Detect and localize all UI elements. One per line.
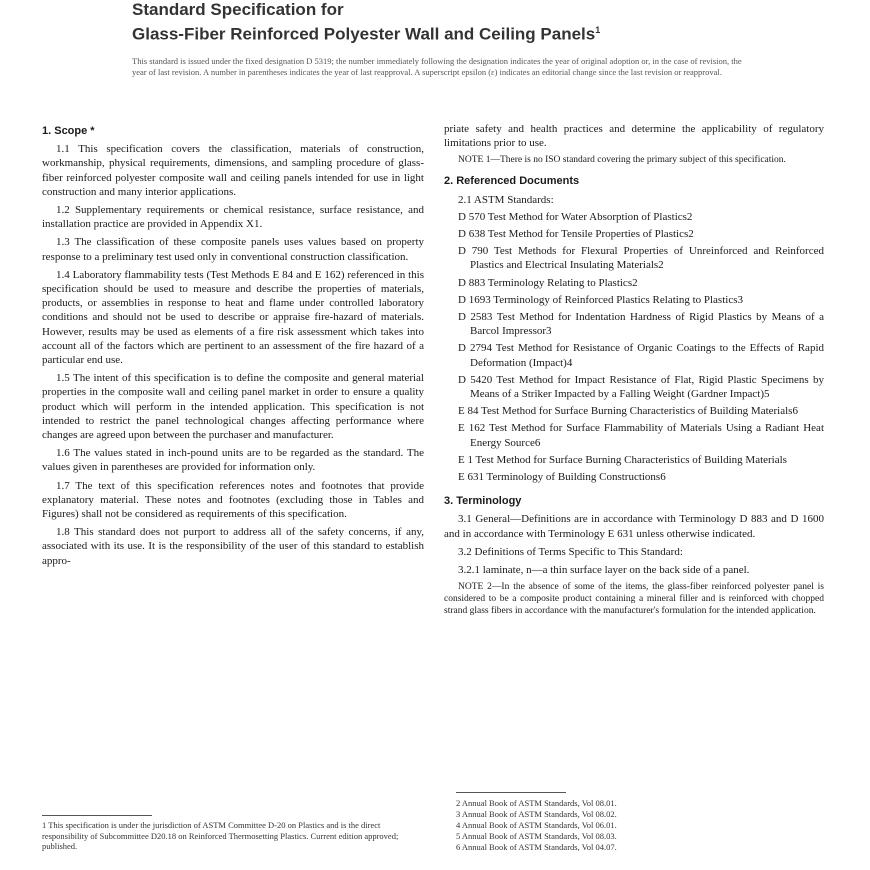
- section-3-heading: 3. Terminology: [444, 495, 522, 508]
- reference-item: E 162 Test Method for Surface Flammability of Materials Using a Radiant Heat Energy Source6: [458, 422, 824, 449]
- left-column: [42, 118, 424, 572]
- section-2-heading: 2. Referenced Documents: [444, 175, 580, 188]
- footnote-3: 3 Annual Book of ASTM Standards, Vol 08.02.: [456, 809, 617, 819]
- reference-item: D 883 Terminology Relating to Plastics2: [458, 276, 638, 289]
- designation-notice: This standard is issued under the fixed designation D 5319; the number immediately following the designation indicates the year of original adoption or, in the case of revision, the year of last revision. A number in parentheses indicates the year of last reapproval. A superscript epsilon (ε) indicates an editorial change since the last revision or reapproval.: [132, 56, 742, 77]
- right-column: [444, 122, 824, 625]
- reference-item: E 631 Terminology of Building Constructions6: [458, 471, 666, 484]
- title-line-2: [132, 20, 752, 45]
- terminology-3-1: 3.1 General—Definitions are in accordance with Terminology D 883 and D 1600 and in accordance with Terminology E 631 unless otherwise indicated.: [444, 513, 824, 540]
- footnote-4: 4 Annual Book of ASTM Standards, Vol 06.01.: [456, 820, 617, 830]
- paragraph-1-1: 1.1 This specification covers the classification, materials of construction, workmanship, physical requirements, dimensions, and sampling procedure of glass-fiber reinforced polyester composite wall and ceiling panels intended for use in light construction and many interior applications.: [42, 143, 424, 198]
- reference-item: D 5420 Test Method for Impact Resistance of Flat, Rigid Plastic Specimens by Means of a Striker Impacted by a Falling Weight (Gardner Impact)5: [458, 373, 824, 401]
- title-line-2-text: Glass-Fiber Reinforced Polyester Wall and Ceiling Panels: [132, 24, 596, 44]
- reference-item: E 84 Test Method for Surface Burning Characteristics of Building Materials6: [458, 405, 798, 418]
- note-2: NOTE 2—In the absence of some of the items, the glass-fiber reinforced polyester panel is considered to be a composite product containing a mineral filler and is reinforced with chopped strand glass fibers in accordance with the manufacturer's formulation for the intended application.: [444, 582, 824, 617]
- reference-item: E 1 Test Method for Surface Burning Characteristics of Building Materials: [458, 453, 787, 466]
- paragraph-1-4: 1.4 Laboratory flammability tests (Test Methods E 84 and E 162) referenced in this specification should be used to measure and describe the properties of materials, products, or assemblies in response to heat and flame under controlled laboratory conditions and should not be used to describe or appraise fire-hazard of materials. However, results may be used as elements of a fire risk assessment which takes into account all of the factors which are pertinent to an assessment of the fire hazard of a particular end use.: [42, 268, 424, 367]
- title-footnote-marker: 1: [595, 25, 601, 35]
- continued-paragraph: priate safety and health practices and determine the applicability of regulatory limitations prior to use.: [444, 123, 824, 150]
- section-1-heading: 1. Scope *: [42, 125, 95, 137]
- title-line-1: Standard Specification for: [132, 0, 344, 19]
- paragraph-1-6: 1.6 The values stated in inch-pound units are to be regarded as the standard. The values given in parentheses are provided for information only.: [42, 447, 424, 474]
- section-2-sub: 2.1 ASTM Standards:: [458, 193, 554, 206]
- reference-item: D 1693 Terminology of Reinforced Plastics Relating to Plastics3: [458, 293, 743, 306]
- reference-item: D 2794 Test Method for Resistance of Organic Coatings to the Effects of Rapid Deformation (Impact)4: [458, 342, 824, 369]
- left-footnote-rule: [42, 815, 152, 816]
- terminology-3-2: 3.2 Definitions of Terms Specific to This Standard:: [458, 545, 683, 558]
- paragraph-1-8: 1.8 This standard does not purport to address all of the safety concerns, if any, associated with its use. It is the responsibility of the user of this standard to establish appro-: [42, 526, 424, 567]
- terminology-3-2-1: 3.2.1 laminate, n—a thin surface layer on the back side of a panel.: [458, 564, 750, 577]
- paragraph-1-2: 1.2 Supplementary requirements or chemical resistance, surface resistance, and installation practice are provided in Appendix X1.: [42, 204, 424, 231]
- footnote-2: 2 Annual Book of ASTM Standards, Vol 08.01.: [456, 798, 617, 808]
- reference-item: D 570 Test Method for Water Absorption of Plastics2: [458, 210, 693, 223]
- paragraph-1-5: 1.5 The intent of this specification is to define the composite and general material properties in the composite wall and ceiling panel market in order to ensure a quality product which will perform in the intended application. This specification is not intended to restrict the panel technological changes affecting performance where changes are agreed upon between the purchaser and manufacturer.: [42, 372, 424, 442]
- right-footnote-rule: [456, 792, 566, 793]
- document-title: [132, 0, 752, 45]
- paragraph-1-3: 1.3 The classification of these composite panels uses values based on property response to a preliminary test used only in conventional construction classification.: [42, 236, 424, 263]
- footnote-6: 6 Annual Book of ASTM Standards, Vol 04.07.: [456, 842, 617, 852]
- left-footnote: 1 This specification is under the jurisdiction of ASTM Committee D-20 on Plastics and is the direct responsibility of Subcommittee D20.18 on Reinforced Thermosetting Plastics. Current edition approved; published.: [42, 820, 399, 851]
- reference-item: D 638 Test Method for Tensile Properties of Plastics2: [458, 228, 694, 241]
- reference-item: D 2583 Test Method for Indentation Hardness of Rigid Plastics by Means of a Barcol Impressor3: [458, 311, 824, 338]
- footnote-5: 5 Annual Book of ASTM Standards, Vol 08.03.: [456, 831, 617, 841]
- note-1: NOTE 1—There is no ISO standard covering the primary subject of this specification.: [458, 155, 786, 166]
- reference-item: D 790 Test Methods for Flexural Properties of Unreinforced and Reinforced Plastics and Electrical Insulating Materials2: [458, 245, 824, 272]
- paragraph-1-7: 1.7 The text of this specification references notes and footnotes that provide explanatory material. These notes and footnotes (excluding those in Tables and Figures) shall not be considered as requirements of this specification.: [42, 479, 424, 521]
- right-footnotes: [456, 798, 756, 853]
